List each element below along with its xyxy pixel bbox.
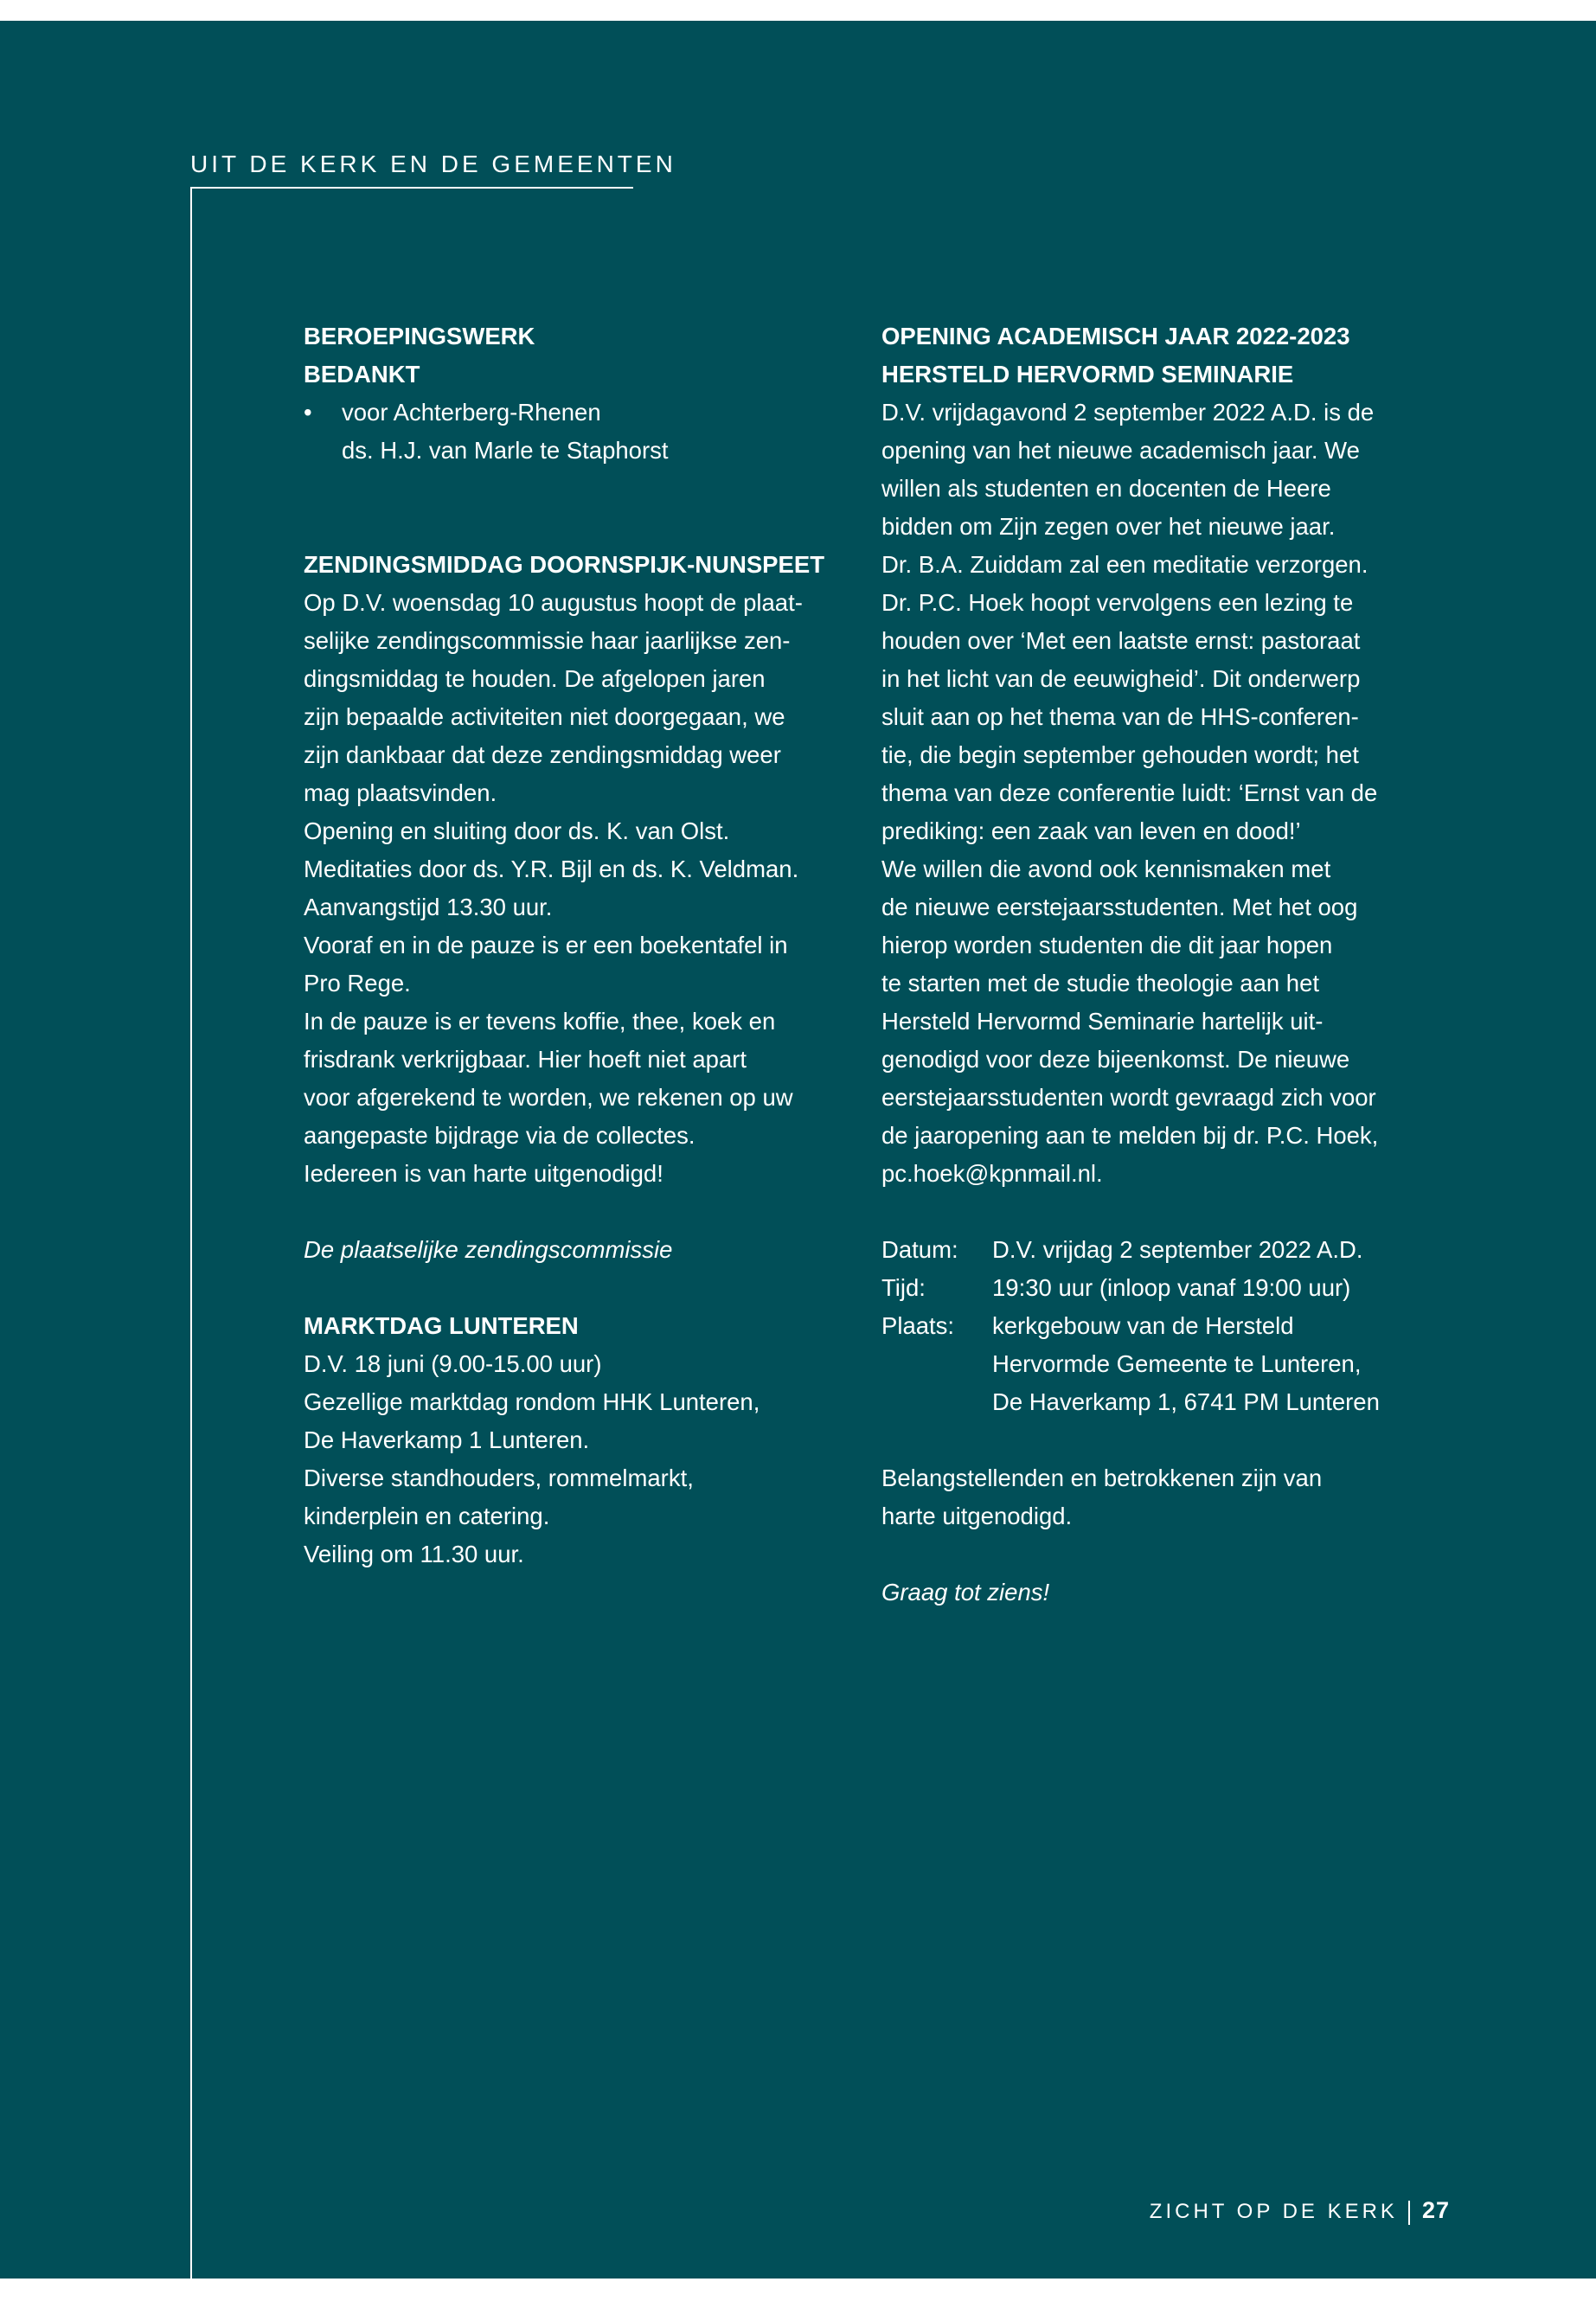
page-footer bbox=[1125, 2197, 1450, 2225]
closing-line: Belangstellenden en betrokkenen zijn van bbox=[881, 1465, 1323, 1491]
zendingsmiddag-title: ZENDINGSMIDDAG DOORNSPIJK-NUNSPEET bbox=[304, 551, 824, 578]
text-line: bidden om Zijn zegen over het nieuwe jaar. bbox=[881, 513, 1336, 540]
plaats-value: Hervormde Gemeente te Lunteren, bbox=[992, 1350, 1362, 1377]
text-line: Pro Rege. bbox=[304, 970, 411, 997]
item-line: ds. H.J. van Marle te Staphorst bbox=[342, 437, 669, 464]
text-line: tie, die begin september gehouden wordt; het bbox=[881, 741, 1359, 768]
text-line: genodigd voor deze bijeenkomst. De nieuwe bbox=[881, 1046, 1350, 1073]
beroepingswerk-title: BEROEPINGSWERK bbox=[304, 323, 535, 349]
page-number: 27 bbox=[1421, 2197, 1450, 2223]
text-line: Meditaties door ds. Y.R. Bijl en ds. K. Veldman. bbox=[304, 856, 799, 882]
opening-title: OPENING ACADEMISCH JAAR 2022-2023 bbox=[881, 323, 1350, 349]
zendingsmiddag-signature: De plaatselijke zendingscommissie bbox=[304, 1236, 673, 1263]
text-line: sluit aan op het thema van de HHS-conferen- bbox=[881, 703, 1359, 730]
item-line: voor Achterberg-Rhenen bbox=[342, 399, 601, 426]
text-line: dingsmiddag te houden. De afgelopen jaren bbox=[304, 665, 766, 692]
signoff: Graag tot ziens! bbox=[881, 1579, 1050, 1606]
closing-line: harte uitgenodigd. bbox=[881, 1503, 1073, 1529]
tijd-value: 19:30 uur (inloop vanaf 19:00 uur) bbox=[992, 1274, 1351, 1301]
left-column bbox=[304, 317, 840, 1574]
text-line: prediking: een zaak van leven en dood!’ bbox=[881, 817, 1301, 844]
text-line: de jaaropening aan te melden bij dr. P.C. Hoek, bbox=[881, 1122, 1379, 1149]
plaats-value: De Haverkamp 1, 6741 PM Lunteren bbox=[992, 1388, 1380, 1415]
text-line: zijn bepaalde activiteiten niet doorgegaan, we bbox=[304, 703, 785, 730]
text-line: frisdrank verkrijgbaar. Hier hoeft niet apart bbox=[304, 1046, 747, 1073]
beroepingswerk-subtitle: BEDANKT bbox=[304, 361, 420, 388]
datum-label: Datum: bbox=[881, 1236, 958, 1263]
text-line: hierop worden studenten die dit jaar hopen bbox=[881, 932, 1333, 958]
marktdag-title: MARKTDAG LUNTEREN bbox=[304, 1312, 579, 1339]
opening-subtitle: HERSTELD HERVORMD SEMINARIE bbox=[881, 361, 1294, 388]
text-line: willen als studenten en docenten de Heere bbox=[881, 475, 1331, 502]
bullet-icon: • bbox=[304, 399, 312, 426]
footer-divider bbox=[1408, 2201, 1410, 2225]
page bbox=[0, 21, 1596, 2279]
text-line: Vooraf en in de pauze is er een boekentafel in bbox=[304, 932, 788, 958]
event-details bbox=[881, 1231, 1426, 1421]
section-label: UIT DE KERK EN DE GEMEENTEN bbox=[190, 151, 676, 177]
text-line: Gezellige marktdag rondom HHK Lunteren, bbox=[304, 1388, 760, 1415]
text-line: Dr. B.A. Zuiddam zal een meditatie verzorgen. bbox=[881, 551, 1368, 578]
text-line: We willen die avond ook kennismaken met bbox=[881, 856, 1331, 882]
text-line: D.V. 18 juni (9.00-15.00 uur) bbox=[304, 1350, 602, 1377]
text-line: te starten met de studie theologie aan het bbox=[881, 970, 1320, 997]
magazine-name: ZICHT OP DE KERK bbox=[1149, 2200, 1398, 2223]
text-line: Opening en sluiting door ds. K. van Olst. bbox=[304, 817, 730, 844]
text-line: selijke zendingscommissie haar jaarlijkse zen- bbox=[304, 627, 791, 654]
text-line: Veiling om 11.30 uur. bbox=[304, 1541, 524, 1567]
text-line: Diverse standhouders, rommelmarkt, bbox=[304, 1465, 694, 1491]
text-line: thema van deze conferentie luidt: ‘Ernst van de bbox=[881, 779, 1378, 806]
text-line: Iedereen is van harte uitgenodigd! bbox=[304, 1160, 663, 1187]
text-line: In de pauze is er tevens koffie, thee, koek en bbox=[304, 1008, 776, 1035]
tijd-label: Tijd: bbox=[881, 1274, 926, 1301]
vertical-rule bbox=[190, 187, 192, 2280]
text-line: Op D.V. woensdag 10 augustus hoopt de plaat- bbox=[304, 589, 803, 616]
text-line: aangepaste bijdrage via de collectes. bbox=[304, 1122, 695, 1149]
text-line: D.V. vrijdagavond 2 september 2022 A.D. is de bbox=[881, 399, 1375, 426]
beroepingswerk-item bbox=[304, 394, 840, 432]
text-line: Hersteld Hervormd Seminarie hartelijk uit- bbox=[881, 1008, 1324, 1035]
datum-value: D.V. vrijdag 2 september 2022 A.D. bbox=[992, 1236, 1363, 1263]
text-line: de nieuwe eerstejaarsstudenten. Met het oog bbox=[881, 894, 1358, 920]
text-line: De Haverkamp 1 Lunteren. bbox=[304, 1426, 590, 1453]
text-line: Dr. P.C. Hoek hoopt vervolgens een lezing te bbox=[881, 589, 1354, 616]
text-line: opening van het nieuwe academisch jaar. We bbox=[881, 437, 1360, 464]
text-line: eerstejaarsstudenten wordt gevraagd zich voor bbox=[881, 1084, 1376, 1111]
text-line: in het licht van de eeuwigheid’. Dit onderwerp bbox=[881, 665, 1361, 692]
text-line: zijn dankbaar dat deze zendingsmiddag weer bbox=[304, 741, 781, 768]
text-line: houden over ‘Met een laatste ernst: pastoraat bbox=[881, 627, 1361, 654]
plaats-label: Plaats: bbox=[881, 1312, 955, 1339]
section-rule bbox=[190, 187, 633, 189]
text-line: mag plaatsvinden. bbox=[304, 779, 497, 806]
email-text: pc.hoek@kpnmail.nl. bbox=[881, 1160, 1103, 1187]
text-line: voor afgerekend te worden, we rekenen op uw bbox=[304, 1084, 793, 1111]
plaats-value: kerkgebouw van de Hersteld bbox=[992, 1312, 1294, 1339]
text-line: Aanvangstijd 13.30 uur. bbox=[304, 894, 553, 920]
text-line: kinderplein en catering. bbox=[304, 1503, 550, 1529]
right-column bbox=[881, 317, 1426, 1612]
